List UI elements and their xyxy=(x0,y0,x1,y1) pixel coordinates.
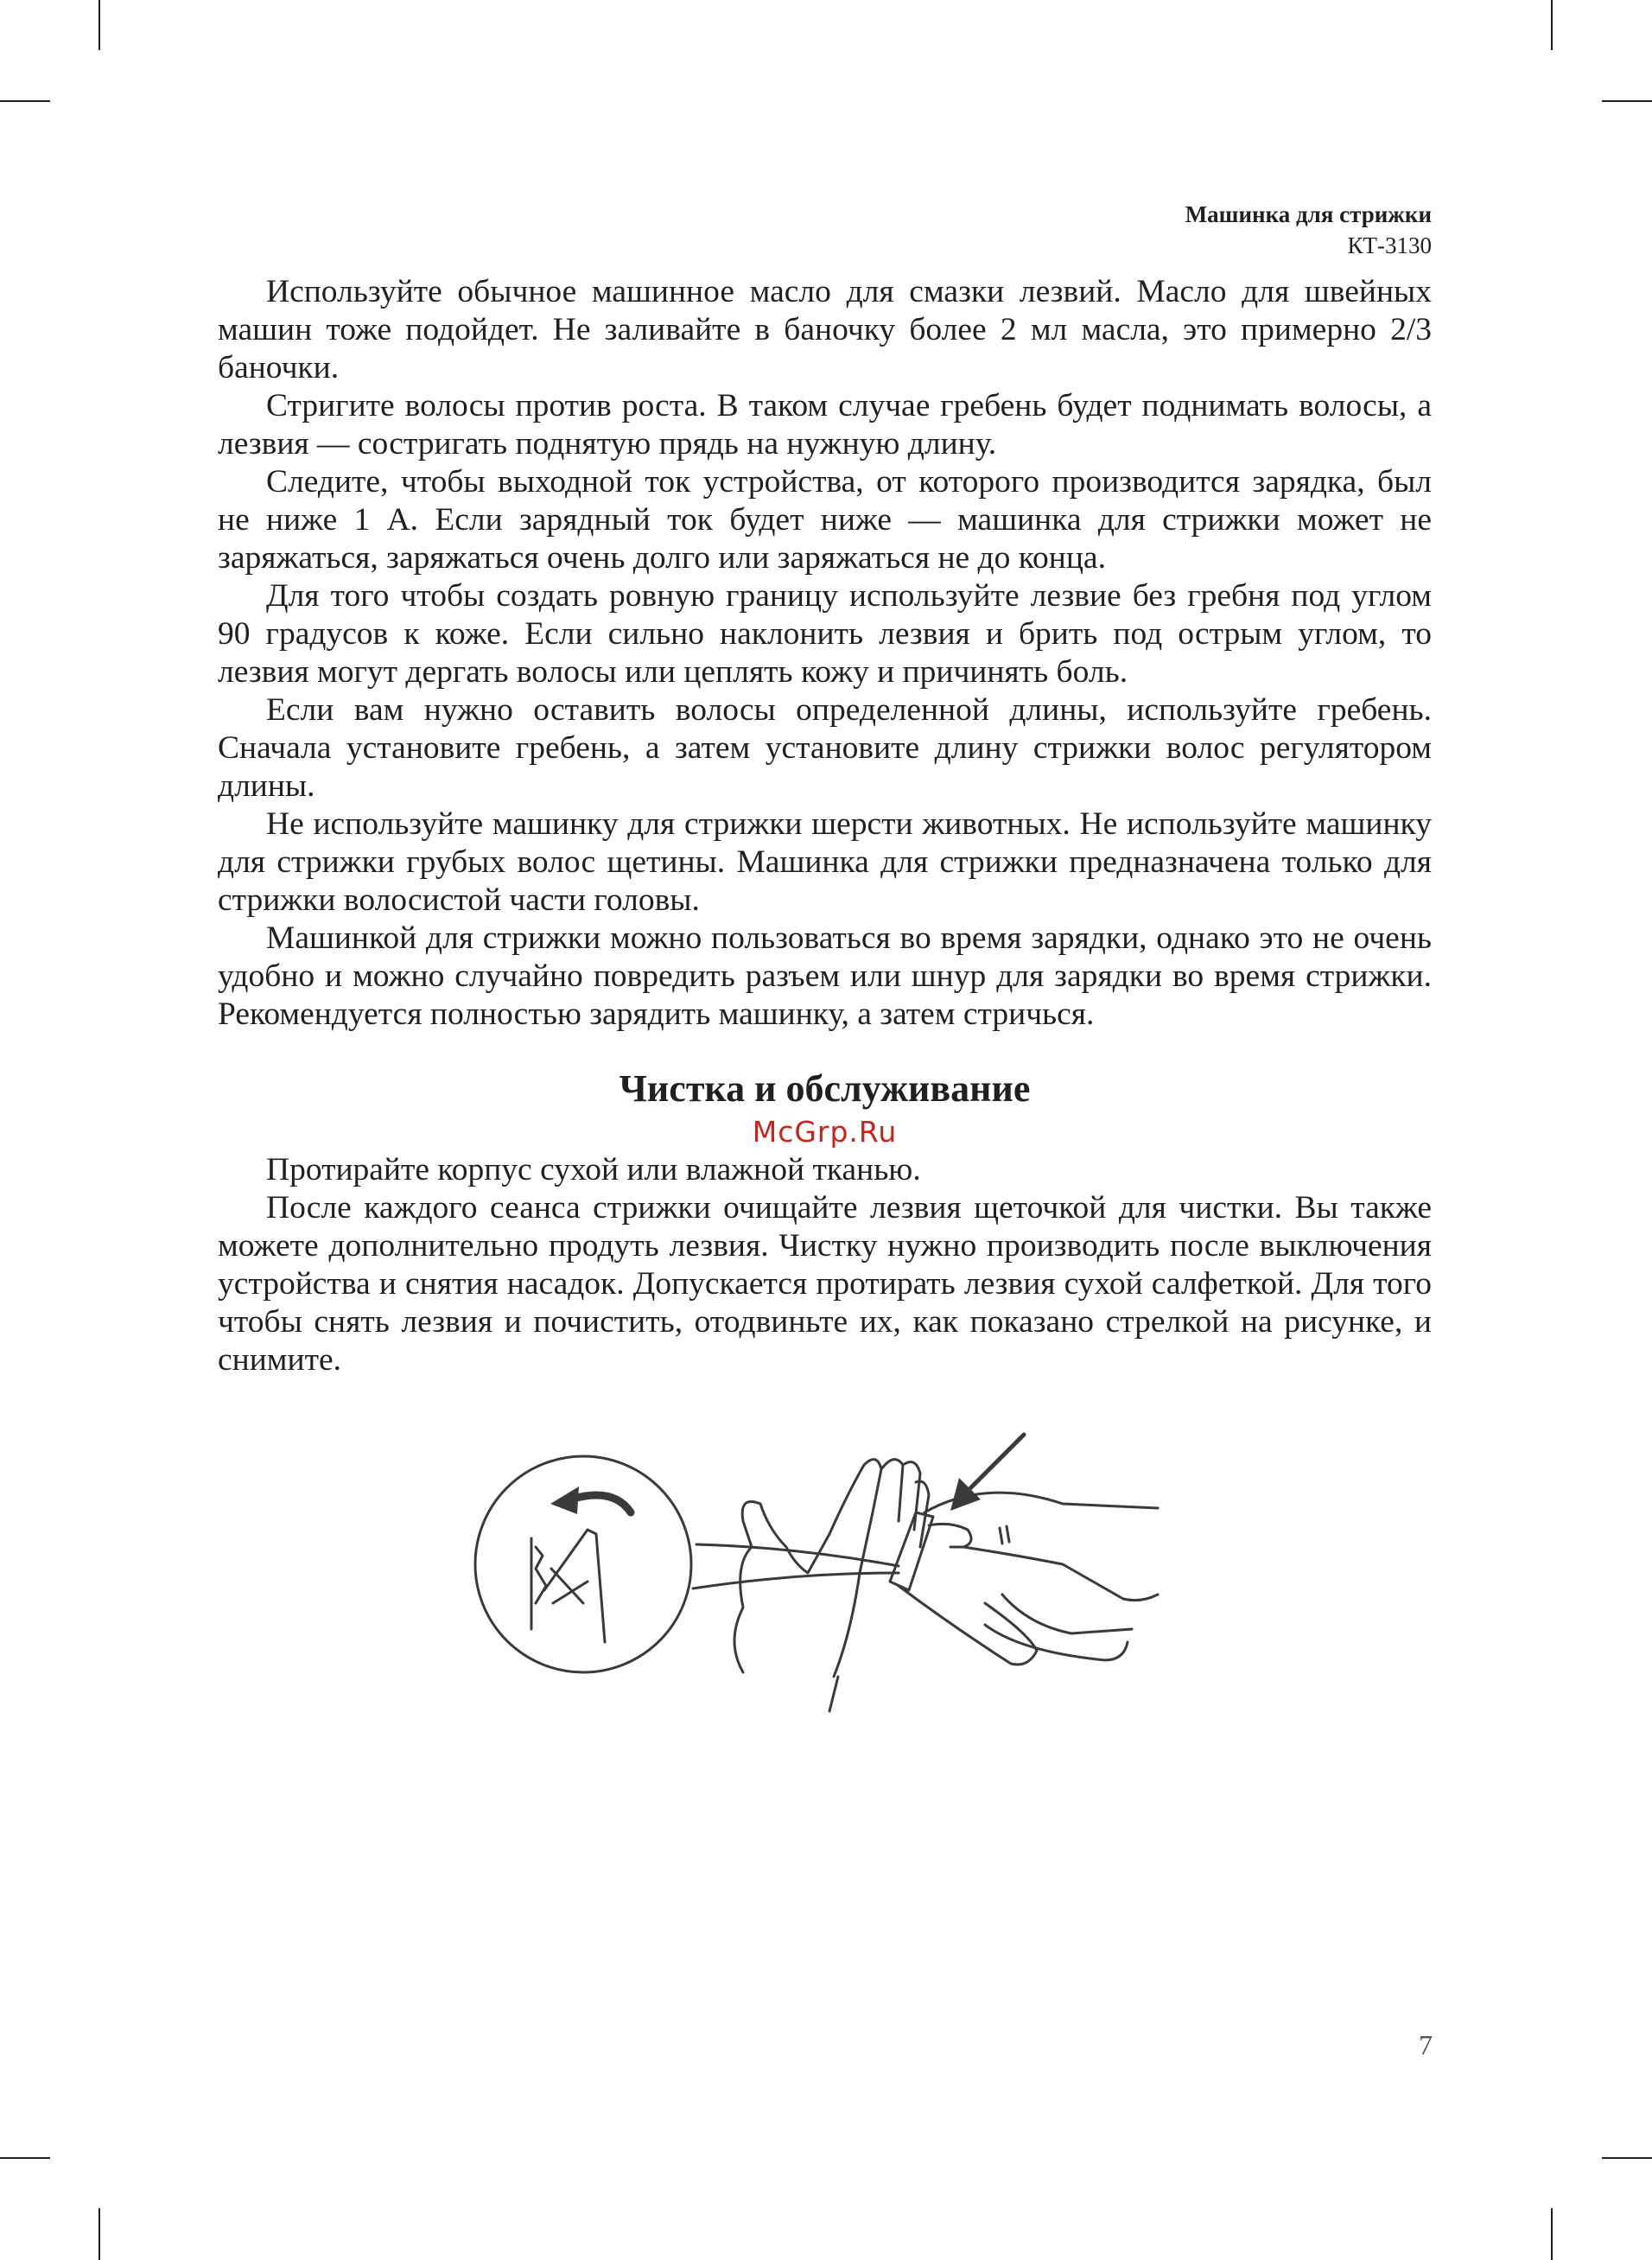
page-number: 7 xyxy=(1419,2029,1433,2060)
blade-removal-illustration xyxy=(467,1417,1192,1728)
paragraph: Протирайте корпус сухой или влажной тканью. xyxy=(266,1152,921,1187)
crop-mark-top-right-h xyxy=(1602,100,1652,102)
crop-mark-top-left-v xyxy=(98,0,100,50)
crop-mark-top-left-h xyxy=(0,100,50,102)
paragraph: После каждого сеанса стрижки очищайте лезвия щеточкой для чистки. Вы также можете дополнительно продуть лезвия. Чистку нужно производить после выключения устройства и снятия насадок. Допускается протирать лезвия сухой салфеткой. Для того чтобы снять лезвия и почистить, отодвиньте их, как показано стрелкой на рисунке, и снимите. xyxy=(218,1190,1432,1378)
crop-mark-top-right-v xyxy=(1551,0,1553,50)
paragraph: Если вам нужно оставить волосы определенной длины, используйте гребень. Сначала установите гребень, а затем установите длину стрижки волос регулятором длины. xyxy=(218,692,1432,804)
paragraph: Следите, чтобы выходной ток устройства, от которого производится зарядка, был не ниже 1 А. Если зарядный ток будет ниже — машинка для стрижки может не заряжаться, заряжаться очень долго или заряжаться не до конца. xyxy=(218,464,1432,576)
crop-mark-bottom-left-h xyxy=(0,2157,50,2159)
clipper-body xyxy=(890,1512,933,1590)
curved-arrow-icon xyxy=(570,1495,631,1512)
cleaning-section xyxy=(218,1065,1432,1379)
magnifier-circle xyxy=(475,1456,691,1672)
crop-mark-bottom-right-v xyxy=(1551,2208,1553,2260)
arrow-icon xyxy=(963,1435,1024,1495)
crop-mark-bottom-right-h xyxy=(1602,2157,1652,2159)
running-header xyxy=(1185,199,1432,261)
crop-mark-bottom-left-v xyxy=(98,2208,100,2260)
paragraph: Используйте обычное машинное масло для смазки лезвий. Масло для швейных машин тоже подойдет. Не заливайте в баночку более 2 мл масла, это примерно 2/3 баночки. xyxy=(218,274,1432,385)
right-hand xyxy=(924,1493,1158,1660)
paragraph: Стригите волосы против роста. В таком случае гребень будет поднимать волосы, а лезвия — состригать поднятую прядь на нужную длину. xyxy=(218,388,1432,462)
section-heading: Чистка и обслуживание xyxy=(619,1067,1031,1110)
body-text xyxy=(218,273,1432,1034)
paragraph: Для того чтобы создать ровную границу используйте лезвие без гребня под углом 90 градусов к коже. Если сильно наклонить лезвия и брить под острым углом, то лезвия могут дергать волосы или цеплять кожу и причинять боль. xyxy=(218,578,1432,690)
connector-line xyxy=(693,1573,899,1588)
blade-detail xyxy=(531,1530,605,1642)
watermark: McGrp.Ru xyxy=(752,1115,898,1149)
section-body xyxy=(218,1151,1432,1379)
header-title: Машинка для стрижки xyxy=(1185,201,1432,227)
paragraph: Не используйте машинку для стрижки шерсти животных. Не используйте машинку для стрижки грубых волос щетины. Машинка для стрижки предназначена только для стрижки волосистой части головы. xyxy=(218,806,1432,918)
paragraph: Машинкой для стрижки можно пользоваться во время зарядки, однако это не очень удобно и можно случайно повредить разъем или шнур для зарядки во время стрижки. Рекомендуется полностью зарядить машинку, а затем стричься. xyxy=(218,920,1432,1032)
header-model: КТ-3130 xyxy=(1347,232,1432,258)
